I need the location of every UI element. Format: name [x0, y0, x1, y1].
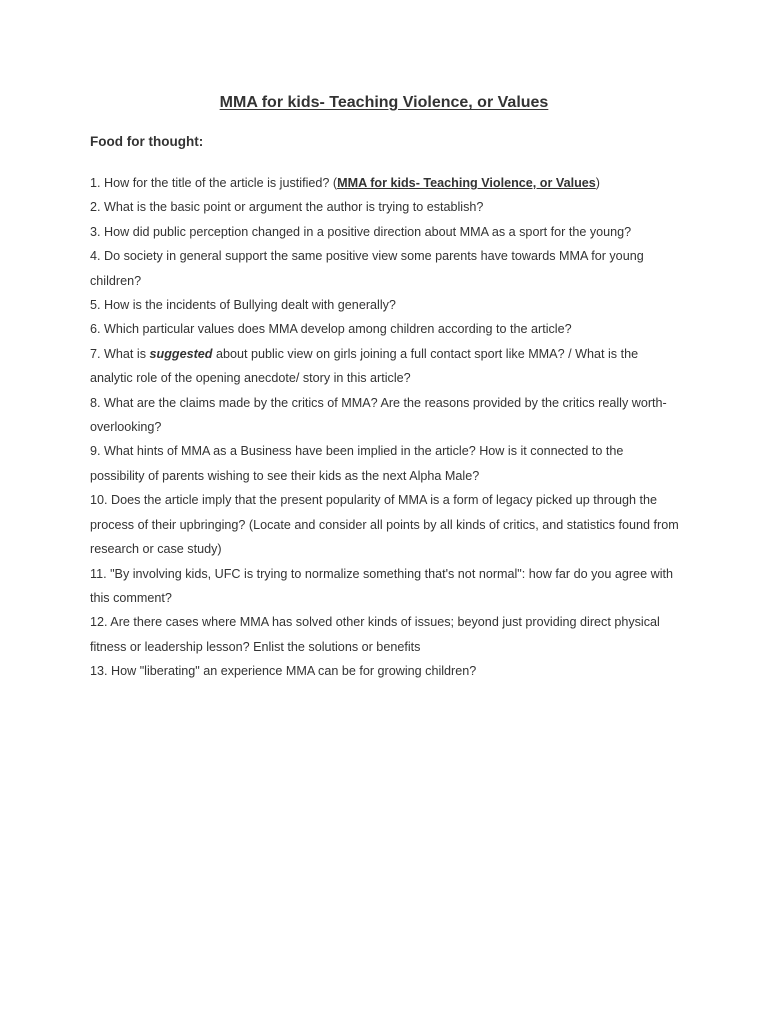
- question-13: 13. How "liberating" an experience MMA can be for growing children?: [90, 664, 477, 679]
- question-4: 4. Do society in general support the same positive view some parents have towards MMA for young children?: [90, 249, 644, 288]
- question-7-prefix: 7. What is: [90, 346, 150, 361]
- question-6: 6. Which particular values does MMA develop among children according to the article?: [90, 322, 572, 337]
- document-title: MMA for kids- Teaching Violence, or Values: [219, 94, 549, 111]
- question-9: 9. What hints of MMA as a Business have been implied in the article? How is it connected to the possibility of parents wishing to see their kids as the next Alpha Male?: [90, 444, 624, 483]
- question-5: 5. How is the incidents of Bullying dealt with generally?: [90, 298, 396, 313]
- question-8: 8. What are the claims made by the critics of MMA? Are the reasons provided by the critics really worth-overlooking?: [90, 395, 667, 435]
- question-1-article-title: MMA for kids- Teaching Violence, or Values: [337, 176, 596, 190]
- question-list: [90, 171, 680, 684]
- question-11: 11. "By involving kids, UFC is trying to normalize something that's not normal": how far do you agree with this comment?: [90, 566, 673, 605]
- question-3: 3. How did public perception changed in a positive direction about MMA as a sport for the young?: [90, 224, 632, 239]
- question-2: 2. What is the basic point or argument the author is trying to establish?: [90, 200, 484, 215]
- question-7: [90, 342, 680, 391]
- question-1-prefix: 1. How for the title of the article is justified? (: [90, 176, 338, 190]
- question-12: 12. Are there cases where MMA has solved other kinds of issues; beyond just providing direct physical fitness or leadership lesson? Enlist the solutions or benefits: [90, 615, 660, 654]
- question-7-suffix: about public view on girls joining a full contact sport like MMA? / What is the analytic role of the opening anecdote/ story in this article?: [90, 346, 639, 386]
- question-10: 10. Does the article imply that the present popularity of MMA is a form of legacy picked up through the process of their upbringing? (Locate and consider all points by all kinds of critics, and statistics found from research or case study): [90, 493, 679, 557]
- question-1: [90, 171, 680, 195]
- food-for-thought-heading: Food for thought:: [90, 134, 204, 149]
- question-7-emphasis: suggested: [149, 346, 213, 361]
- question-1-suffix: ): [595, 176, 600, 190]
